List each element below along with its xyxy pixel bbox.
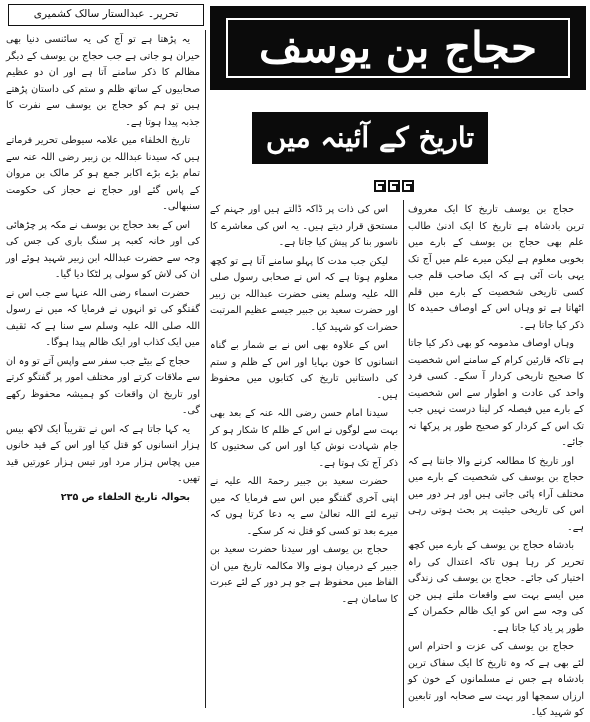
ornament-glyph	[388, 180, 400, 192]
article-column-right	[408, 202, 584, 718]
author-byline: تحریر۔ عبدالستار سالک کشمیری	[8, 4, 204, 26]
article-paragraph: یہ کہا جاتا ہے کہ اس نے تقریباً ایک لاکھ بیس ہزار انسانوں کو قتل کیا اور اس کے قید خانوں میں پچاس ہزار مرد اور تیس ہزار عورتیں قید تھیں۔	[6, 423, 200, 484]
ornament-glyph	[374, 180, 386, 192]
article-paragraph: اس کے علاوہ بھی اس نے بے شمار بے گناہ انسانوں کا خون بہایا اور اس کے ظلم و ستم کی داستانیں تاریخ کی کتابوں میں محفوظ ہیں۔	[210, 340, 398, 401]
article-paragraph: بادشاہ حجاج بن یوسف کے بارے میں کچھ تحریر کر رہا ہوں تاکہ اعتدال کی راہ اختیار کی جائے۔ حجاج بن یوسف کی زندگی میں ایسے بہت سے واقعات ملتے ہیں جن کی وجہ سے اس کو ایک ظالم حکمران کے طور پر یاد کیا جاتا ہے۔	[408, 540, 584, 634]
column-divider	[205, 30, 206, 708]
article-paragraph: حضرت سعید بن جبیر رحمۃ اللہ علیہ نے اپنی آخری گفتگو میں اس سے فرمایا کہ میں تیرے لئے اللہ تعالیٰ سے یہ دعا کرتا ہوں کہ میرے بعد تو کسی کو قتل نہ کر سکے۔	[210, 476, 398, 537]
article-column-middle	[210, 202, 398, 708]
article-paragraph: وہاں اوصاف مذمومہ کو بھی ذکر کیا جاتا ہے تاکہ قارئین کرام کے سامنے اس شخصیت کا صحیح تاریخی کردار آ سکے۔ کسی فرد واحد کی عادت و اطوار سے اس شخصیت کے بارے میں فیصلہ کر لینا درست نہیں جب تک اس کے کردار کو صحیح طور پر پرکھا نہ جائے۔	[408, 338, 584, 448]
article-paragraph: حضرت اسماء رضی اللہ عنہا سے جب اس نے گفتگو کی تو انہوں نے فرمایا کہ میں نے رسول اللہ صلی اللہ علیہ وسلم سے سنا ہے کہ ثقیف میں ایک کذاب اور ایک ظالم پیدا ہوگا۔	[6, 287, 200, 348]
section-ornament-icon	[374, 180, 418, 194]
article-paragraph: اور تاریخ کا مطالعہ کرنے والا جانتا ہے کہ حجاج بن یوسف کی شخصیت کے بارے میں مختلف آراء پائی جاتی ہیں اور ہر دور میں اس کی تاریخی حیثیت پر بحث ہوتی رہی ہے۔	[408, 455, 584, 533]
article-paragraph: حجاج بن یوسف اور سیدنا حضرت سعید بن جبیر کے درمیان ہونے والا مکالمہ تاریخ میں ان الفاظ میں محفوظ ہے جو ہر دور کے لئے عبرت کا سامان ہے۔	[210, 544, 398, 605]
article-title: حجاج بن یوسف	[259, 23, 537, 72]
article-paragraph: اس کی ذات پر ڈاکہ ڈالتے ہیں اور جہنم کے مستحق قرار دیتے ہیں۔ یہ اس کی معاشرے کا ناسور بنا کر پیش کیا جاتا ہے۔	[210, 204, 398, 248]
article-paragraph: حجاج بن یوسف کی عزت و احترام اس لئے بھی ہے کہ وہ تاریخ کا ایک سفاک ترین بادشاہ ہے جس نے مسلمانوں کے خون کو ارزاں سمجھا اور بہت سے صحابہ اور تابعین کو شہید کیا۔	[408, 641, 584, 718]
article-paragraph: لیکن جب مدت کا پہلو سامنے آتا ہے تو کچھ معلوم ہوتا ہے کہ اس نے صحابی رسول صلی اللہ علیہ وسلم یعنی حضرت عبداللہ بن زبیر اور حضرت سعید بن جبیر جیسے عظیم المرتبت حضرات کو شہید کیا۔	[210, 255, 398, 333]
article-paragraph: حجاج بن یوسف تاریخ کا ایک معروف ترین بادشاہ ہے تاریخ کا ایک ادنیٰ طالب علم بھی حجاج بن یوسف کے بارے میں بخوبی معلوم ہے لیکن میرے علم میں آج تک یہی بات آئی ہے کہ ایک صاحب قلم جب کسی تاریخی شخصیت کے بارے میں قلم اٹھاتا ہے تو وہاں اس کے اوصاف حمیدہ کا ذکر کیا جاتا ہے۔	[408, 204, 584, 331]
title-banner	[210, 6, 586, 90]
article-paragraph: یہ پڑھتا ہے تو آج کی یہ سائنسی دنیا بھی حیران ہو جاتی ہے جب حجاج بن یوسف کے دیگر مظالم کا ذکر سامنے آتا ہے اور ان دو عظیم صحابیوں کے ساتھ ظلم و ستم کی داستان پڑھتے ہیں تو ہم کو حجاج بن یوسف سے نفرت کا جذبہ پیدا ہوتا ہے۔	[6, 34, 200, 128]
article-subtitle: تاریخ کے آئینہ میں	[265, 121, 475, 154]
column-divider	[403, 200, 404, 708]
ornament-glyph	[402, 180, 414, 192]
subtitle-banner	[252, 112, 488, 164]
article-paragraph: حجاج کے بیٹے جب سفر سے واپس آتے تو وہ ان سے ملاقات کرتے اور مختلف امور پر گفتگو کرتے اور تاریخ ان واقعات کو ہمیشہ محفوظ رکھے گی۔	[6, 355, 200, 416]
article-paragraph: سیدنا امام حسن رضی اللہ عنہ کے بعد بھی بہت سے لوگوں نے اس کے ظلم کا شکار ہو کر جام شہادت نوش کیا اور اس کی سختیوں کا ذکر آج تک ہوتا ہے۔	[210, 408, 398, 469]
article-paragraph: تاریخ الخلفاء میں علامہ سیوطی تحریر فرماتے ہیں کہ سیدنا عبداللہ بن زبیر رضی اللہ عنہ سے تمام بڑے بڑے اکابر جمع ہو کر مالک بن مروان کے پاس گئے اور حجاج نے حجاز کی حکومت سنبھالی۔	[6, 135, 200, 212]
article-column-left	[6, 32, 200, 708]
reference-note: بحوالہ تاریخ الخلفاء ص ۲۳۵	[60, 491, 190, 503]
article-paragraph: اس کے بعد حجاج بن یوسف نے مکہ پر چڑھائی کی اور خانہ کعبہ پر سنگ باری کی جس کی وجہ سے حضرت عبداللہ ابن زبیر شہید ہوئے اور ان کی لاش کو سولی پر لٹکا دیا گیا۔	[6, 219, 200, 280]
